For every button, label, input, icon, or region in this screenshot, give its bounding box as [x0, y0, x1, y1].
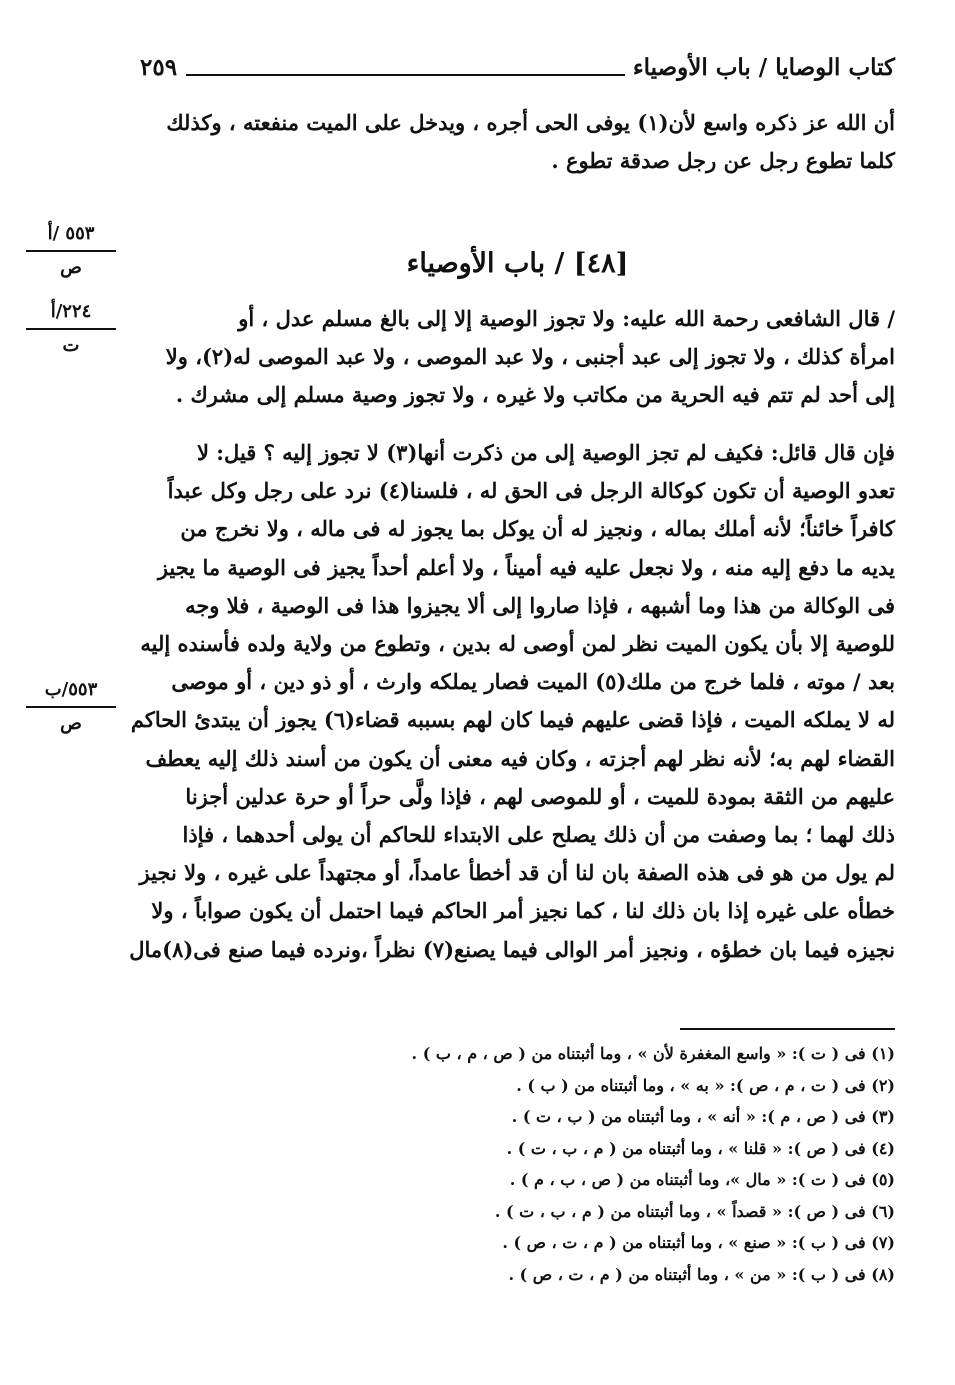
- text-line: ذلك لهما ؛ بما وصفت من أن ذلك يصلح على الابتداء للحاكم أن يولى أحدهما ، فإذا: [182, 822, 895, 848]
- margin-ref: ٢٢٤/أ: [26, 302, 116, 330]
- text-line: له لا يملكه الميت ، فإذا قضى عليهم فيما كان لهم بسببه قضاء(٦) يجوز أن يبتدئ الحاكم: [130, 707, 895, 733]
- text-line: لم يول من هو فى هذه الصفة بان لنا أن قد أخطأ عامداً، أو مجتهداً على غيره ، ولا نجيز: [139, 860, 895, 886]
- text-line: للوصية إلا بأن يكون الميت نظر لمن أوصى له بدين ، وتطوع من ولاية ولده فأسنده إليه: [140, 631, 895, 657]
- footnote: (٧) فى ( ب ): « صنع » ، وما أثبتناه من ( م ، ت ، ص ) .: [502, 1233, 895, 1252]
- text-line: خطأه على غيره إذا بان ذلك لنا ، كما نجيز أمر الحاكم فيما احتمل أن يكون صواباً ، ولا: [151, 898, 895, 924]
- header-title: كتاب الوصايا / باب الأوصياء: [632, 54, 895, 81]
- footnote: (٣) فى ( ص ، م ): « أنه » ، وما أثبتناه من ( ب ، ت ) .: [511, 1107, 895, 1126]
- margin-ms-siglum: ص: [60, 713, 82, 734]
- page-number: ٢٥٩: [140, 54, 178, 81]
- section-heading: [٤٨] / باب الأوصياء: [406, 248, 629, 279]
- text-line: نجيزه فيما بان خطؤه ، ونجيز أمر الوالى فيما يصنع(٧) نظراً ،ونرده فيما صنع فى(٨)مال: [129, 936, 895, 962]
- paragraph-1: [140, 300, 895, 415]
- text-line: أن الله عز ذكره واسع لأن(١) يوفى الحى أجره ، ويدخل على الميت منفعته ، وكذلك: [166, 110, 895, 135]
- text-line: كافراً خائناً؛ لأنه أملك بماله ، ونجيز له أن يوكل بما يجوز له فى ماله ، ولا نخرج من: [180, 516, 895, 542]
- footnote: (٤) فى ( ص ): « قلنا » ، وما أثبتناه من ( م ، ب ، ت ) .: [506, 1138, 895, 1158]
- margin-ms-siglum: ت: [62, 335, 80, 356]
- text-line: / قال الشافعى رحمة الله عليه: ولا تجوز الوصية إلا إلى بالغ مسلم عدل ، أو: [238, 306, 895, 331]
- text-line: فى الوكالة من هذا وما أشبهه ، فإذا صاروا إلى ألا يجيزوا هذا فى الوصية ، فلا وجه: [185, 592, 895, 618]
- footnote: (٦) فى ( ص ): « قصداً » ، وما أثبتناه من ( م ، ب ، ت ) .: [494, 1201, 895, 1221]
- margin-note-manuscript-ref: [26, 302, 116, 356]
- margin-note-manuscript-ref: [26, 680, 116, 734]
- margin-ref: ٥٥٣ /أ: [26, 224, 116, 252]
- footnote-separator: [680, 1028, 895, 1030]
- footnote: (٨) فى ( ب ): « من » ، وما أثبتناه من ( م ، ت ، ص ) .: [508, 1264, 895, 1284]
- text-line: عليهم من الثقة بمودة للميت ، أو للموصى لهم ، فإذا ولَّى حراً أو حرة عدلين أجزنا: [185, 783, 895, 809]
- text-line: فإن قال قائل: فكيف لم تجز الوصية إلى من ذكرت أنها(٣) لا تجوز إليه ؟ قيل: لا: [197, 440, 895, 465]
- text-line: تعدو الوصية أن تكون كوكالة الرجل فى الحق له ، فلسنا(٤) نرد على رجل وكل عبداً: [167, 478, 895, 504]
- footnote: (١) فى ( ت ): « واسع المغفرة لأن » ، وما أثبتناه من ( ص ، م ، ب ) .: [411, 1044, 895, 1063]
- footnotes: [140, 1038, 895, 1290]
- text-line: إلى أحد لم تتم فيه الحرية من مكاتب ولا غيره ، ولا تجوز وصية مسلم إلى مشرك .: [175, 382, 895, 408]
- text-line: القضاء لهم به؛ لأنه نظر لهم أجزته ، وكان فيه معنى أن يكون من أسند ذلك إليه يعطف: [145, 745, 895, 771]
- margin-note-manuscript-ref: [26, 224, 116, 278]
- text-line: امرأة كذلك ، ولا تجوز إلى عبد أجنبى ، ولا عبد الموصى ، ولا عبد الموصى له(٢)، ولا: [165, 344, 895, 370]
- text-line: بعد / موته ، فلما خرج من ملك(٥) الميت فصار يملكه وارث ، أو ذو دين ، أو موصى: [171, 669, 895, 695]
- running-header: [140, 52, 895, 92]
- footnote: (٢) فى ( ت ، م ، ص ): « به » ، وما أثبتناه من ( ب ) .: [516, 1075, 895, 1095]
- text-line: يديه ما دفع إليه منه ، ولا نجعل عليه فيه أميناً ، ولا أعلم أحداً يجيز فى الوصية ما يجيز: [157, 554, 895, 580]
- paragraph-2: [129, 434, 895, 969]
- header-rule: [186, 74, 625, 76]
- intro-paragraph: [140, 104, 895, 180]
- margin-ref: ٥٥٣/ب: [26, 680, 116, 708]
- footnote: (٥) فى ( ت ): « مال »، وما أثبتناه من ( ص ، ب ، م ) .: [509, 1170, 895, 1189]
- margin-ms-siglum: ص: [60, 257, 82, 278]
- text-line: كلما تطوع رجل عن رجل صدقة تطوع .: [551, 148, 895, 174]
